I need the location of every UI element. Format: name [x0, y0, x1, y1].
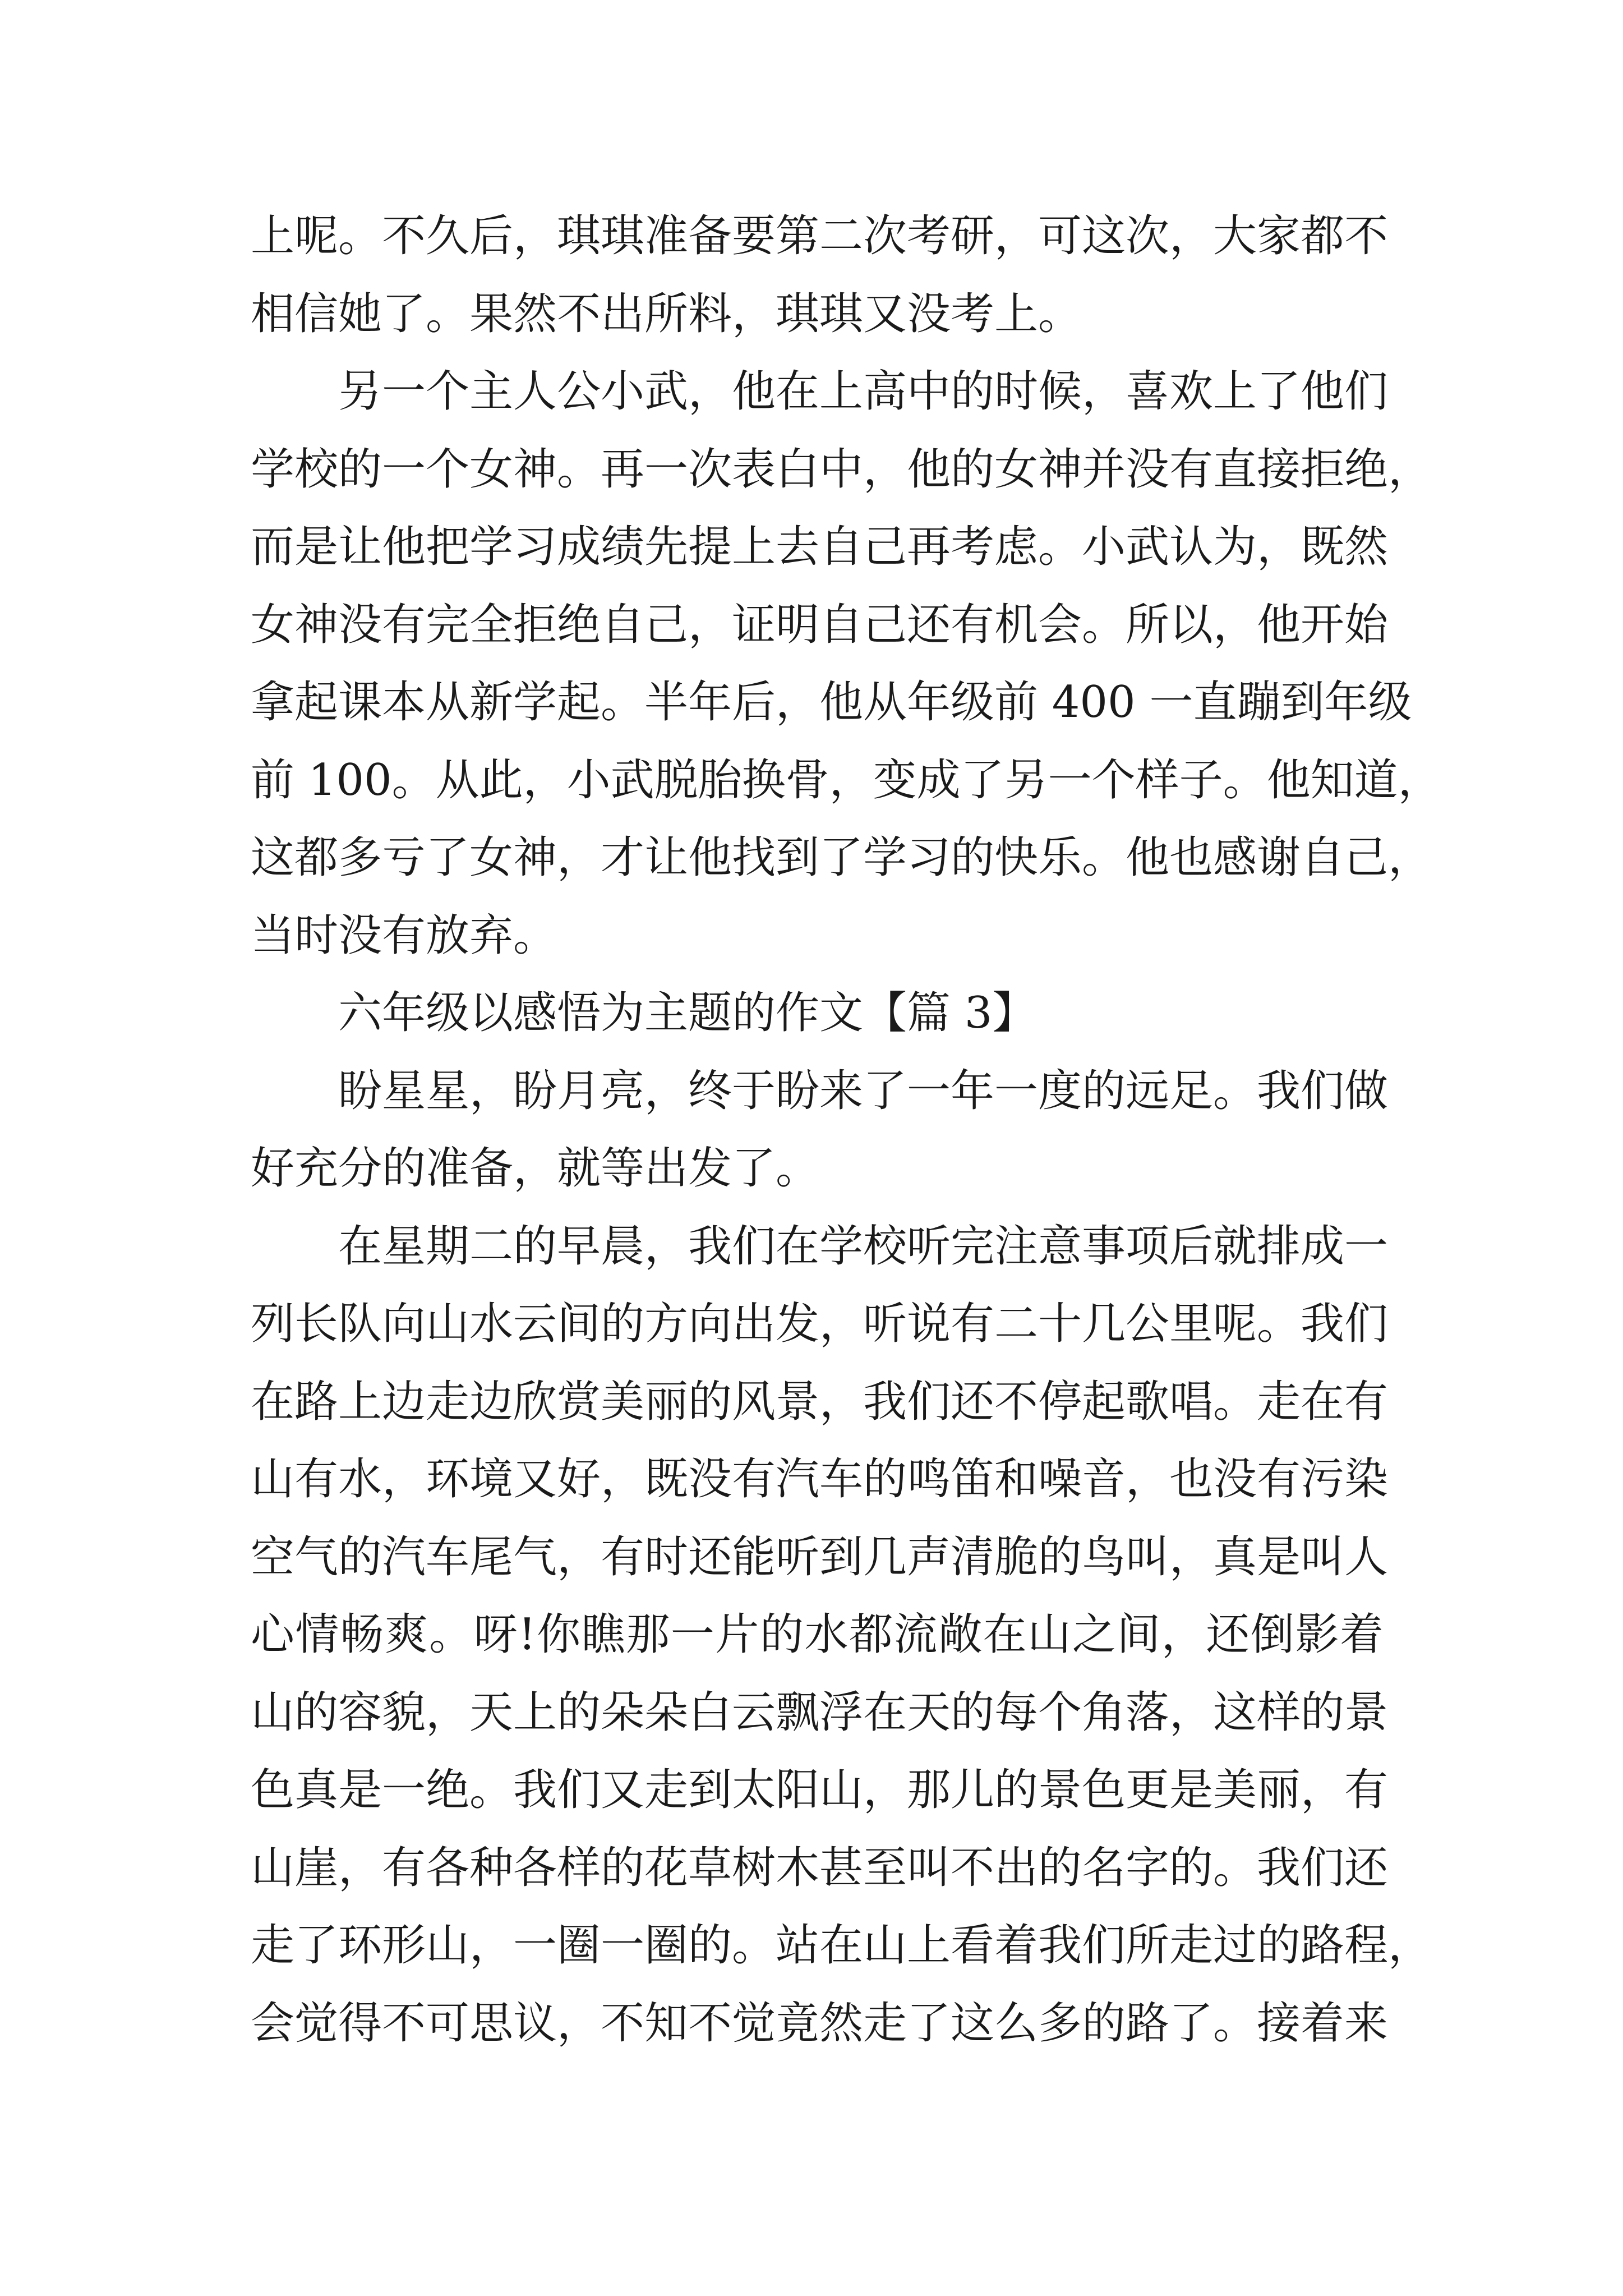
document-body — [251, 197, 1442, 2062]
text-line: 山崖，有各种各样的花草树木甚至叫不出的名字的。我们还 — [251, 1842, 1389, 1893]
text-line: 好充分的准备，就等出发了。 — [251, 1143, 820, 1194]
text-line: 上呢。不久后，琪琪准备要第二次考研，可这次，大家都不 — [251, 211, 1389, 261]
text-line: 列长队向山水云间的方向出发，听说有二十几公里呢。我们 — [251, 1299, 1389, 1349]
text-line: 当时没有放弃。 — [251, 910, 557, 961]
text-line: 空气的汽车尾气，有时还能听到几声清脆的鸟叫，真是叫人 — [251, 1531, 1389, 1582]
text-line: 盼星星，盼月亮，终于盼来了一年一度的远足。我们做 — [338, 1065, 1389, 1116]
text-line: 前 100。从此，小武脱胎换骨，变成了另一个样子。他知道， — [251, 754, 1442, 806]
text-line: 女神没有完全拒绝自己，证明自己还有机会。所以，他开始 — [251, 599, 1389, 650]
text-line: 六年级以感悟为主题的作文【篇 3】 — [338, 988, 1036, 1038]
text-line: 学校的一个女神。再一次表白中，他的女神并没有直接拒绝， — [251, 444, 1432, 495]
text-line: 相信她了。果然不出所料，琪琪又没考上。 — [251, 288, 1082, 339]
text-line: 走了环形山，一圈一圈的。站在山上看着我们所走过的路程， — [251, 1920, 1432, 1971]
text-line: 山的容貌，天上的朵朵白云飘浮在天的每个角落，这样的景 — [251, 1687, 1389, 1738]
text-line: 而是让他把学习成绩先提上去自己再考虑。小武认为，既然 — [251, 522, 1389, 572]
text-line: 在路上边走边欣赏美丽的风景，我们还不停起歌唱。走在有 — [251, 1376, 1389, 1427]
text-line: 会觉得不可思议，不知不觉竟然走了这么多的路了。接着来 — [251, 1998, 1389, 2049]
text-line: 这都多亏了女神，才让他找到了学习的快乐。他也感谢自己， — [251, 832, 1432, 883]
text-line: 在星期二的早晨，我们在学校听完注意事项后就排成一 — [338, 1221, 1389, 1272]
text-line: 另一个主人公小武，他在上高中的时候，喜欢上了他们 — [338, 366, 1389, 417]
text-line: 色真是一绝。我们又走到太阳山，那儿的景色更是美丽，有 — [251, 1765, 1389, 1815]
text-line: 心情畅爽。呀!你瞧那一片的水都流敞在山之间，还倒影着 — [251, 1609, 1384, 1660]
text-line: 山有水，环境又好，既没有汽车的鸣笛和噪音，也没有污染 — [251, 1454, 1389, 1504]
text-line: 拿起课本从新学起。半年后，他从年级前 400 一直蹦到年级 — [251, 677, 1412, 728]
